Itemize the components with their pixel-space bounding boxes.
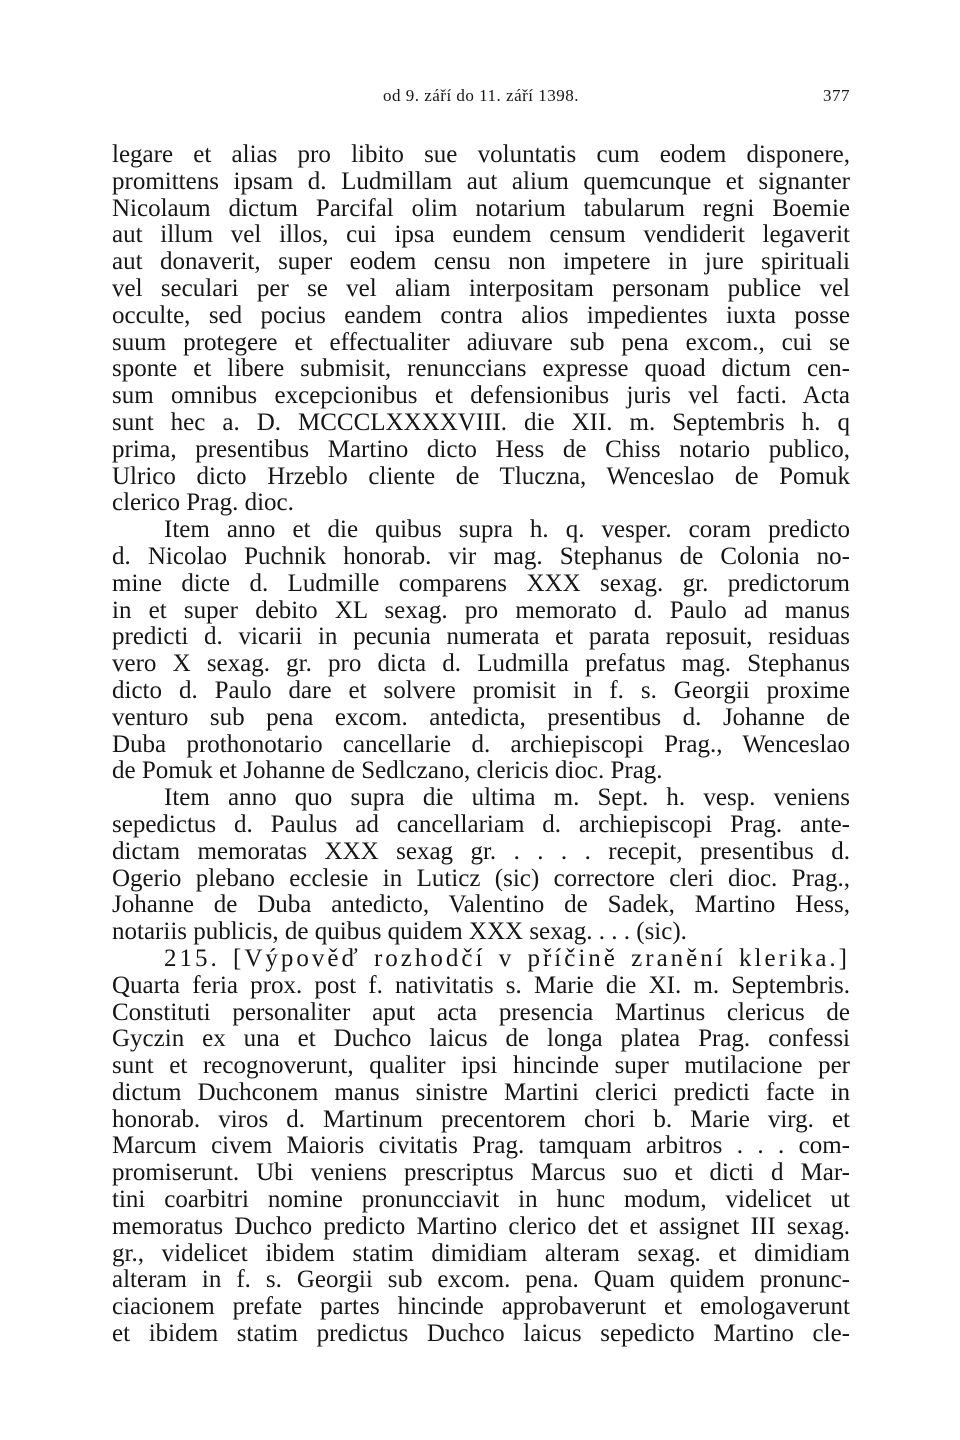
- text-line: vel seculari per se vel aliam interpositam personam publice vel: [112, 275, 850, 302]
- text-line: memoratus Duchco predicto Martino clerico det et assignet III sexag.: [112, 1213, 850, 1240]
- text-line: dicto d. Paulo dare et solvere promisit in f. s. Georgii proxime: [112, 677, 850, 704]
- text-line: in et super debito XL sexag. pro memorato d. Paulo ad manus: [112, 597, 850, 624]
- text-line: Item anno et die quibus supra h. q. vesper. coram predicto: [164, 517, 850, 544]
- text-line: et ibidem statim predictus Duchco laicus sepedicto Martino cle-: [112, 1321, 850, 1348]
- text-line: suum protegere et effectualiter adiuvare sub pena excom., cui se: [112, 329, 850, 356]
- text-line: mine dicte d. Ludmille comparens XXX sexag. gr. predictorum: [112, 570, 850, 597]
- text-line: venturo sub pena excom. antedicta, presentibus d. Johanne de: [112, 704, 850, 731]
- section-heading: 215. [Výpověď rozhodčí v příčině zranění klerika.]: [164, 945, 850, 972]
- text-line: occulte, sed pocius eandem contra alios impedientes iuxta posse: [112, 302, 850, 329]
- text-line: dictum Duchconem manus sinistre Martini clerici predicti facte in: [112, 1079, 850, 1106]
- text-line: notariis publicis, de quibus quidem XXX sexag. . . . (sic).: [112, 919, 687, 946]
- text-line: Item anno quo supra die ultima m. Sept. h. vesp. veniens: [164, 785, 850, 812]
- text-line: sum omnibus excepcionibus et defensionibus juris vel facti. Acta: [112, 383, 850, 410]
- text-line: d. Nicolao Puchnik honorab. vir mag. Stephanus de Colonia no-: [112, 543, 850, 570]
- body-text: [112, 142, 850, 1348]
- page-number: 377: [823, 86, 850, 105]
- text-line: Duba prothonotario cancellarie d. archiepiscopi Prag., Wenceslao: [112, 731, 850, 758]
- text-line: de Pomuk et Johanne de Sedlczano, clericis dioc. Prag.: [112, 758, 663, 785]
- text-line: vero X sexag. gr. pro dicta d. Ludmilla prefatus mag. Stephanus: [112, 651, 850, 678]
- text-line: alteram in f. s. Georgii sub excom. pena. Quam quidem pronunc-: [112, 1267, 850, 1294]
- text-line: Nicolaum dictum Parcifal olim notarium tabularum regni Boemie: [112, 195, 850, 222]
- text-line: Constituti personaliter aput acta presencia Martinus clericus de: [112, 999, 850, 1026]
- text-line: predicti d. vicarii in pecunia numerata et parata reposuit, residuas: [112, 624, 850, 651]
- text-line: tini coarbitri nomine pronuncciavit in hunc modum, videlicet ut: [112, 1187, 850, 1214]
- text-line: honorab. viros d. Martinum precentorem chori b. Marie virg. et: [112, 1106, 850, 1133]
- text-line: sponte et libere submisit, renunccians expresse quoad dictum cen-: [112, 356, 850, 383]
- text-line: aut donaverit, super eodem censu non impetere in jure spirituali: [112, 249, 850, 276]
- text-line: clerico Prag. dioc.: [112, 490, 294, 517]
- text-line: ciacionem prefate partes hincinde approbaverunt et emologaverunt: [112, 1294, 850, 1321]
- text-line: Ogerio plebano ecclesie in Luticz (sic) correctore cleri dioc. Prag.,: [112, 865, 850, 892]
- text-line: Ulrico dicto Hrzeblo cliente de Tluczna, Wenceslao de Pomuk: [112, 463, 850, 490]
- text-line: Gyczin ex una et Duchco laicus de longa platea Prag. confessi: [112, 1026, 850, 1053]
- text-line: promittens ipsam d. Ludmillam aut alium quemcunque et signanter: [112, 168, 850, 195]
- text-line: Quarta feria prox. post f. nativitatis s. Marie die XI. m. Septembris.: [112, 972, 850, 999]
- running-head: od 9. září do 11. září 1398.: [382, 86, 580, 105]
- text-line: gr., videlicet ibidem statim dimidiam alteram sexag. et dimidiam: [112, 1240, 850, 1267]
- text-line: promiserunt. Ubi veniens prescriptus Marcus suo et dicti d Mar-: [112, 1160, 850, 1187]
- text-line: legare et alias pro libito sue voluntatis cum eodem disponere,: [112, 142, 850, 168]
- text-line: Johanne de Duba antedicto, Valentino de Sadek, Martino Hess,: [112, 892, 850, 919]
- text-line: sunt hec a. D. MCCCLXXXXVIII. die XII. m. Septembris h. q: [112, 409, 850, 436]
- text-line: prima, presentibus Martino dicto Hess de Chiss notario publico,: [112, 436, 850, 463]
- page-header: [112, 86, 850, 114]
- text-line: sunt et recognoverunt, qualiter ipsi hincinde super mutilacione per: [112, 1053, 850, 1080]
- text-line: aut illum vel illos, cui ipsa eundem censum vendiderit legaverit: [112, 222, 850, 249]
- text-line: Marcum civem Maioris civitatis Prag. tamquam arbitros . . . com-: [112, 1133, 850, 1160]
- text-line: sepedictus d. Paulus ad cancellariam d. archiepiscopi Prag. ante-: [112, 811, 850, 838]
- text-line: dictam memoratas XXX sexag gr. . . . . recepit, presentibus d.: [112, 838, 850, 865]
